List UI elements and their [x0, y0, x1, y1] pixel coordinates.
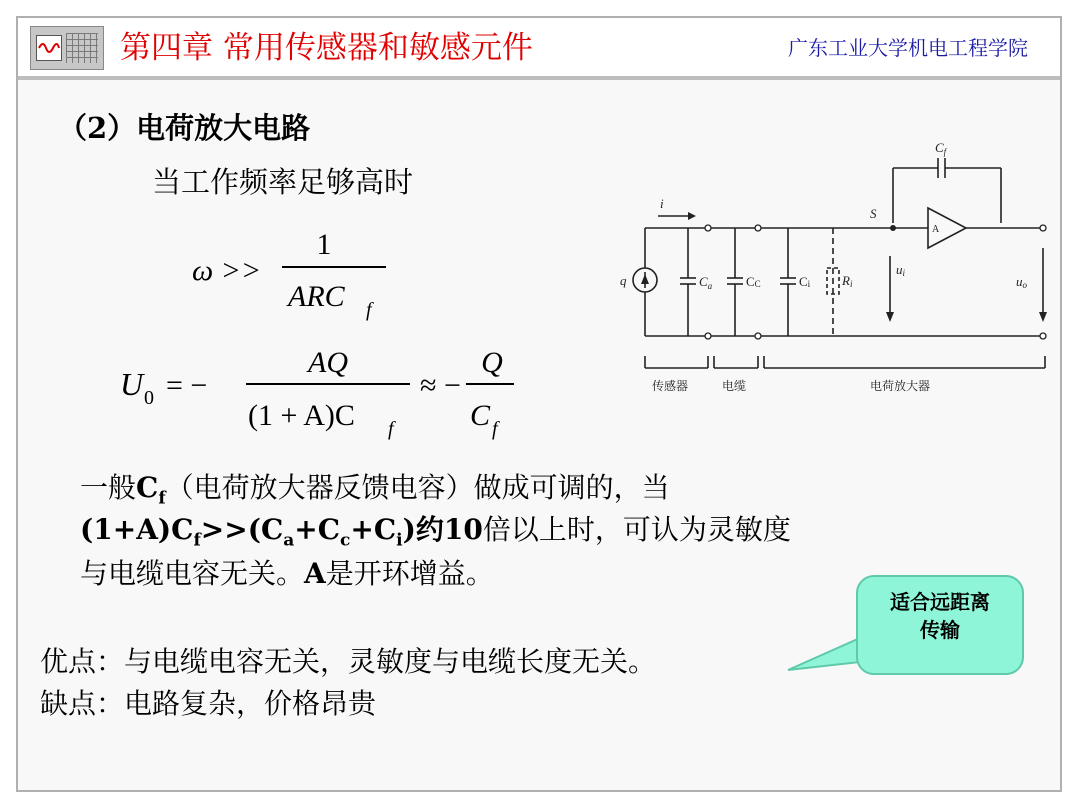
pros-text: 优点：与电缆电容无关，灵敏度与电缆长度无关。: [40, 645, 657, 678]
logo-grid: [66, 33, 98, 63]
label-ci: Ci: [799, 274, 811, 289]
u0-den2: C: [470, 399, 491, 432]
para-l2-j: 10: [443, 513, 483, 546]
omega-lhs: ω >>: [192, 254, 262, 287]
cons-text: 缺点：电路复杂，价格昂贵: [40, 687, 377, 720]
para-l3-c: 是开环增益。: [325, 557, 494, 590]
para-l1-a: 一般: [80, 471, 137, 504]
label-ui: ui: [896, 262, 906, 278]
section-heading: （2）电荷放大电路: [58, 111, 311, 145]
para-l1-d: （电荷放大器反馈电容）做成可调的，当: [165, 471, 670, 504]
u0-den2-sub: f: [492, 418, 498, 440]
paragraph-line-2: [80, 508, 791, 551]
logo-screen: [36, 35, 62, 61]
u0-formula: [118, 340, 538, 450]
para-l1-b: C: [136, 471, 159, 504]
label-ri: Ri: [842, 273, 853, 289]
para-l2-f: c: [340, 530, 351, 551]
para-l2-a: (1+A)C: [80, 513, 194, 546]
omega-denominator: ARC: [288, 280, 345, 313]
callout-text: [856, 588, 1024, 644]
label-charge-amplifier: 电荷放大器: [870, 379, 931, 393]
u0-approx: ≈ −: [420, 369, 461, 402]
para-l2-h: i: [396, 530, 403, 551]
omega-formula: [190, 222, 400, 327]
callout-line-2: 传输: [920, 618, 960, 642]
u0-num2: Q: [481, 346, 503, 379]
condition-text: 当工作频率足够高时: [152, 165, 414, 199]
u0-lhs-sub: 0: [144, 387, 154, 409]
u0-den1: (1 + A)C: [248, 399, 355, 432]
para-l2-d: a: [283, 530, 295, 551]
para-l2-i: )约: [402, 513, 444, 546]
label-amp-a: A: [932, 224, 940, 235]
institution-name: 广东工业大学机电工程学院: [788, 36, 1028, 60]
omega-denominator-sub: f: [366, 299, 372, 321]
label-cc: CC: [746, 274, 761, 289]
para-l3-b: A: [304, 557, 326, 590]
omega-numerator: 1: [316, 228, 332, 261]
u0-eq: = −: [166, 369, 208, 402]
label-cable: 电缆: [722, 379, 747, 393]
label-s: S: [870, 206, 877, 221]
label-cf: $C_f$: [935, 140, 947, 157]
paragraph-line-3: [80, 552, 494, 592]
label-q: q: [620, 273, 627, 288]
callout-line-1: 适合远距离: [890, 590, 990, 614]
paragraph-line-1: [80, 466, 670, 509]
label-uo: uo: [1016, 274, 1027, 290]
chapter-title: 第四章 常用传感器和敏感元件: [120, 30, 533, 66]
para-l2-b: f: [193, 530, 201, 551]
u0-den1-sub: f: [388, 418, 394, 440]
para-l3-a: 与电缆电容无关。: [80, 557, 305, 590]
charge-amplifier-circuit: [608, 128, 1058, 408]
para-l1-c: f: [158, 488, 166, 509]
u0-num1: AQ: [308, 346, 348, 379]
para-l2-g: +C: [350, 513, 397, 546]
u0-lhs: U: [120, 366, 144, 402]
para-l2-e: +C: [294, 513, 341, 546]
para-l2-c: >>(C: [200, 513, 284, 546]
label-i: i: [660, 196, 664, 211]
label-ca: $C_a$: [699, 274, 713, 291]
para-l2-k: 倍以上时，可认为灵敏度: [482, 513, 791, 546]
label-sensor: 传感器: [652, 379, 689, 393]
oscilloscope-logo-icon: [30, 26, 104, 70]
